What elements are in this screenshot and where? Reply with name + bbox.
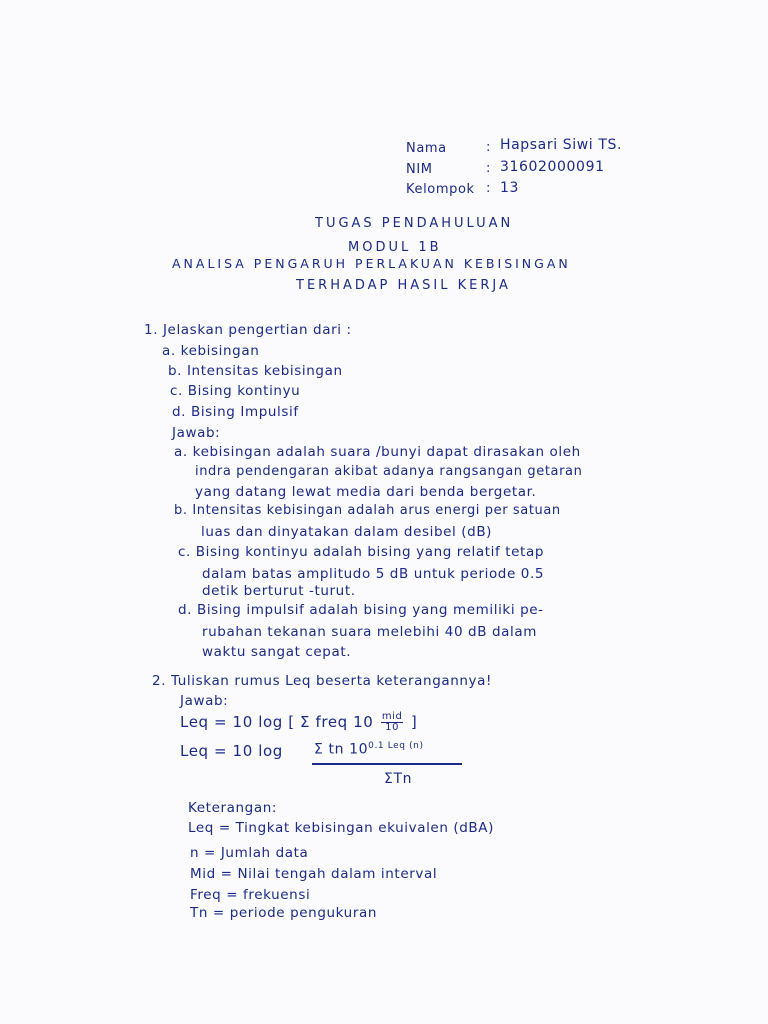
group-separator: :	[486, 181, 491, 196]
group-label: Kelompok	[406, 182, 475, 197]
nim-separator: :	[486, 161, 491, 176]
q2-notes-label: Keterangan:	[188, 800, 278, 816]
q1-answer-line: luas dan dinyatakan dalam desibel (dB)	[201, 524, 493, 540]
formula-2-denominator: ΣTn	[384, 771, 413, 787]
name-value: Hapsari Siwi TS.	[500, 137, 623, 153]
formula-1-right: ]	[410, 713, 418, 731]
q2-note: Leq = Tingkat kebisingan ekuivalen (dBA)	[188, 820, 494, 836]
formula-2-num-base: Σ tn 10	[314, 741, 369, 758]
q1-item-c: c. Bising kontinyu	[170, 383, 301, 399]
q2-note: n = Jumlah data	[190, 845, 309, 861]
formula-2-exponent: 0.1 Leq (n)	[368, 741, 424, 751]
formula-2-left: Leq = 10 log	[180, 742, 283, 760]
q2-note: Freq = frekuensi	[190, 887, 311, 903]
q1-answer-line: c. Bising kontinyu adalah bising yang relatif tetap	[178, 544, 544, 560]
q1-answer-label: Jawab:	[172, 425, 221, 441]
name-separator: :	[486, 140, 491, 155]
q1-question: 1. Jelaskan pengertian dari :	[144, 322, 352, 338]
q1-answer-line: waktu sangat cepat.	[202, 644, 352, 660]
q1-answer-line: yang datang lewat media dari benda bergetar.	[195, 484, 537, 500]
title-line-4: TERHADAP HASIL KERJA	[296, 278, 511, 293]
nim-label: NIM	[406, 162, 433, 177]
q2-note: Mid = Nilai tengah dalam interval	[190, 866, 438, 882]
q1-item-d: d. Bising Impulsif	[172, 404, 299, 420]
q1-answer-line: indra pendengaran akibat adanya rangsangan getaran	[195, 464, 583, 479]
title-line-3: ANALISA PENGARUH PERLAKUAN KEBISINGAN	[172, 256, 571, 271]
name-label: Nama	[406, 141, 447, 156]
nim-value: 31602000091	[500, 159, 605, 175]
q1-item-a: a. kebisingan	[162, 343, 260, 359]
formula-2-numerator	[314, 741, 424, 758]
formula-2-fraction-bar	[312, 763, 462, 765]
q1-answer-line: dalam batas amplitudo 5 dB untuk periode 0.5	[202, 566, 545, 582]
formula-1-denominator: 10	[385, 722, 400, 733]
q1-answer-line: rubahan tekanan suara melebihi 40 dB dalam	[202, 624, 537, 640]
q1-answer-line: a. kebisingan adalah suara /bunyi dapat dirasakan oleh	[174, 444, 581, 460]
group-value: 13	[500, 180, 520, 196]
formula-1-fraction	[381, 712, 404, 733]
formula-1-left: Leq = 10 log [ Σ freq 10	[180, 713, 374, 731]
q2-question: 2. Tuliskan rumus Leq beserta keterangannya!	[152, 673, 493, 689]
title-line-1: TUGAS PENDAHULUAN	[315, 216, 514, 231]
formula-1-numerator: mid	[381, 711, 403, 722]
title-line-2: MODUL 1B	[348, 240, 442, 255]
q2-note: Tn = periode pengukuran	[190, 905, 377, 921]
q1-answer-line: detik berturut -turut.	[202, 583, 356, 599]
q2-answer-label: Jawab:	[180, 693, 229, 709]
leq-formula-1	[180, 712, 417, 733]
q1-answer-line: b. Intensitas kebisingan adalah arus energi per satuan	[174, 503, 561, 518]
q1-item-b: b. Intensitas kebisingan	[168, 363, 343, 379]
q1-answer-line: d. Bising impulsif adalah bising yang memiliki pe-	[178, 602, 544, 618]
